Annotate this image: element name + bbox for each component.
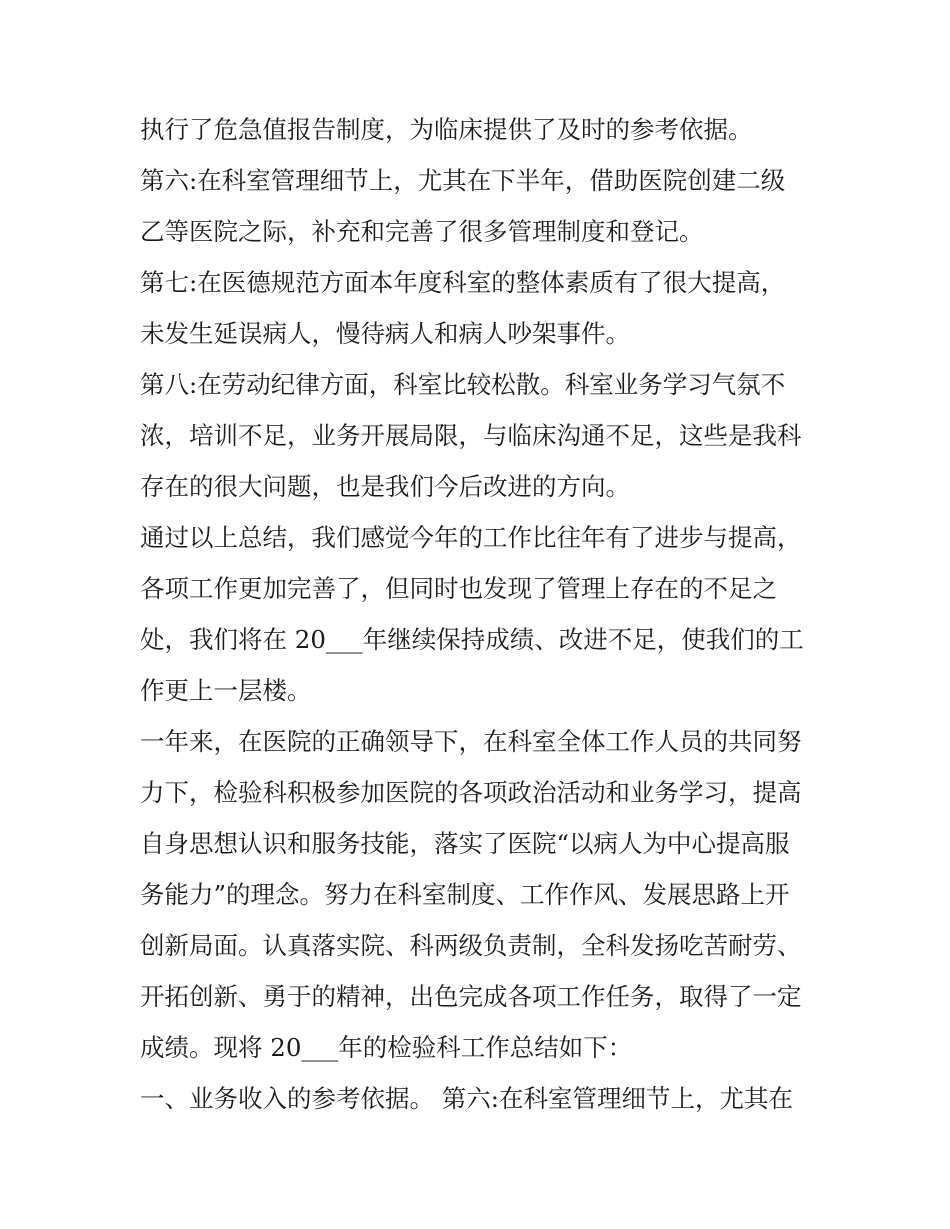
- text-line: 力下，检验科积极参加医院的各项政治活动和业务学习，提高: [140, 778, 802, 807]
- text-line: 各项工作更加完善了，但同时也发现了管理上存在的不足之: [140, 574, 777, 603]
- text-line: 一年来，在医院的正确领导下，在科室全体工作人员的共同努: [140, 727, 802, 756]
- text-line: 未发生延误病人，慢待病人和病人吵架事件。: [140, 319, 630, 348]
- text-line: 通过以上总结，我们感觉今年的工作比往年有了进步与提高，: [140, 523, 802, 552]
- text-line: 自身思想认识和服务技能，落实了医院“以病人为中心提高服: [140, 829, 790, 858]
- text-line: 成绩。现将 20___年的检验科工作总结如下：: [140, 1033, 633, 1062]
- text-line: 作更上一层楼。: [140, 676, 312, 705]
- text-line: 第八:在劳动纪律方面，科室比较松散。科室业务学习气氛不: [140, 370, 786, 399]
- text-line: 存在的很大问题，也是我们今后改进的方向。: [140, 472, 630, 501]
- text-line: 乙等医院之际，补充和完善了很多管理制度和登记。: [140, 217, 704, 246]
- text-line: 一、业务收入的参考依据。 第六:在科室管理细节上，尤其在: [140, 1084, 794, 1113]
- text-line: 浓，培训不足，业务开展局限，与临床沟通不足，这些是我科: [140, 421, 802, 450]
- text-line: 处，我们将在 20___年继续保持成绩、改进不足，使我们的工: [140, 625, 804, 654]
- text-line: 第六:在科室管理细节上，尤其在下半年，借助医院创建二级: [140, 166, 786, 195]
- text-line: 第七:在医德规范方面本年度科室的整体素质有了很大提高，: [140, 268, 786, 297]
- document-body: [140, 104, 820, 1124]
- text-line: 创新局面。认真落实院、科两级负责制，全科发扬吃苦耐劳、: [140, 931, 802, 960]
- text-line: 执行了危急值报告制度，为临床提供了及时的参考依据。: [140, 115, 753, 144]
- text-line: 务能力”的理念。努力在科室制度、工作作风、发展思路上开: [140, 880, 790, 909]
- text-line: 开拓创新、勇于的精神，出色完成各项工作任务，取得了一定: [140, 982, 802, 1011]
